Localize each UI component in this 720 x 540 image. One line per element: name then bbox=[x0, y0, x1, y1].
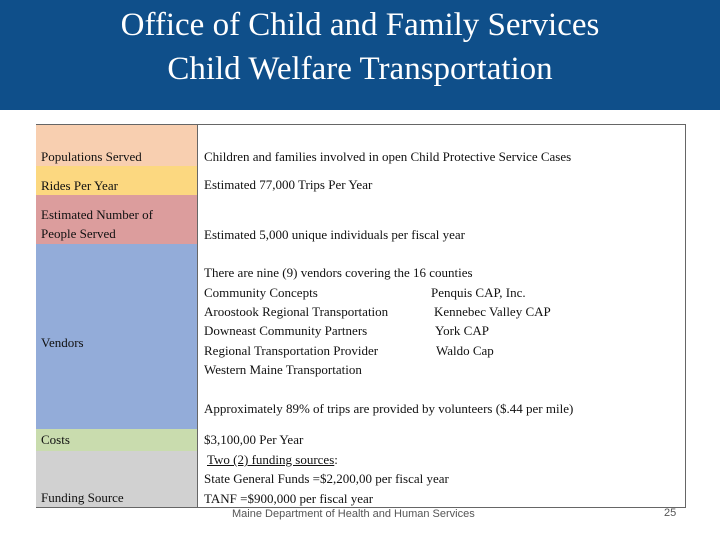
funding-line-1: State General Funds =$2,200,00 per fiscal year bbox=[204, 471, 449, 486]
vendor-item: York CAP bbox=[435, 323, 489, 338]
funding-line-2: TANF =$900,000 per fiscal year bbox=[204, 491, 374, 506]
vendor-item: Penquis CAP, Inc. bbox=[431, 285, 526, 300]
label-cell-funding bbox=[36, 451, 198, 507]
vendor-item: Waldo Cap bbox=[436, 343, 494, 358]
vendor-item: Aroostook Regional Transportation bbox=[204, 304, 389, 319]
title-banner bbox=[0, 0, 720, 110]
costs-label: Costs bbox=[41, 432, 70, 447]
footer-text: Maine Department of Health and Human Services bbox=[232, 508, 475, 520]
funding-label: Funding Source bbox=[41, 490, 124, 505]
label-cell-people bbox=[36, 195, 198, 244]
funding-heading-text: Two (2) funding sources bbox=[207, 452, 335, 467]
label-cell-rides bbox=[36, 166, 198, 195]
costs-value: $3,100,00 Per Year bbox=[204, 432, 304, 447]
funding-heading-colon: : bbox=[334, 452, 338, 467]
label-cell-costs bbox=[36, 429, 198, 451]
rides-label: Rides Per Year bbox=[41, 178, 118, 193]
vendor-item: Community Concepts bbox=[204, 285, 318, 300]
label-cell-populations bbox=[36, 125, 198, 166]
vendor-item: Downeast Community Partners bbox=[204, 323, 368, 338]
vendor-item: Regional Transportation Provider bbox=[204, 343, 379, 358]
people-label-line-2: People Served bbox=[41, 226, 116, 241]
vendor-item: Western Maine Transportation bbox=[204, 362, 362, 377]
vendor-item: Kennebec Valley CAP bbox=[434, 304, 551, 319]
populations-label: Populations Served bbox=[41, 149, 142, 164]
page-number: 25 bbox=[664, 507, 677, 519]
rides-value: Estimated 77,000 Trips Per Year bbox=[204, 177, 373, 192]
funding-heading bbox=[207, 452, 338, 468]
people-value: Estimated 5,000 unique individuals per fiscal year bbox=[204, 227, 466, 242]
label-cell-vendors bbox=[36, 244, 198, 429]
slide-title-line-2: Child Welfare Transportation bbox=[167, 51, 553, 87]
vendors-note: Approximately 89% of trips are provided by volunteers ($.44 per mile) bbox=[204, 401, 574, 416]
vendors-label: Vendors bbox=[41, 335, 84, 350]
populations-value: Children and families involved in open Child Protective Service Cases bbox=[204, 149, 572, 164]
vendors-intro: There are nine (9) vendors covering the 16 counties bbox=[204, 265, 473, 280]
people-label-line-1: Estimated Number of bbox=[41, 207, 153, 222]
slide-title-line-1: Office of Child and Family Services bbox=[120, 7, 600, 43]
